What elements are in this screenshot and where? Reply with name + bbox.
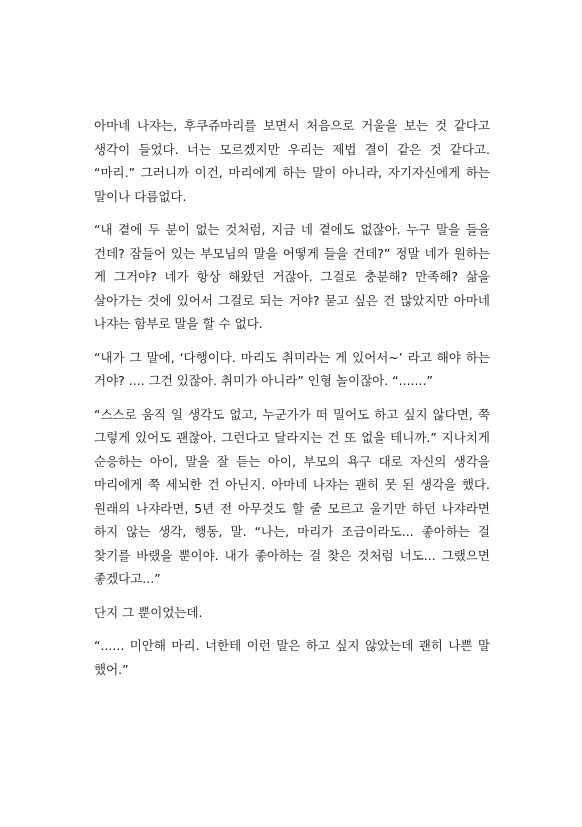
paragraph-5: 단지 그 뿐이었는데. [94, 604, 203, 620]
paragraph-6: “...... 미안해 마리. 너한테 이런 말은 하고 싶지 않았는데 괜히 나쁜 말 했어.” [94, 638, 490, 677]
paragraph-1: 아마네 나쟈는, 후쿠쥬마리를 보면서 처음으로 거울을 보는 것 같다고 생각이 들었다. 너는 모르겠지만 우리는 제법 결이 같은 것 같다고. “마리.” 그러니까 이건, 마리에게 하는 말이 아니라, 자기자신에게 하는 말이나 다름없다. [94, 118, 490, 204]
paragraph-4: “스스로 움직 일 생각도 없고, 누군가가 떠 밀어도 하고 싶지 않다면, 쭉 그렇게 있어도 괜찮아. 그런다고 달라지는 건 또 없을 테니까.” 지나치게 순응하는 아이, 말을 잘 듣는 아이, 부모의 욕구 대로 자신의 생각을 마리에게 쭉 세뇌한 건 아닌지. 아마네 나쟈는 괜히 못 된 생각을 했다. 원래의 나쟈라면, 5년 전 아무것도 할 줄 모르고 울기만 하던 나쟈라면 하지 않는 생각, 행동, 말. “나는, 마리가 조금이라도... 좋아하는 걸 찾기를 바랬을 뿐이야. 내가 좋아하는 걸 찾은 것처럼 너도... 그랬으면 좋겠다고...” [94, 406, 490, 586]
paragraph-2: “내 곁에 두 분이 없는 것처럼, 지금 네 곁에도 없잖아. 누구 말을 들을 건데? 잠들어 있는 부모님의 말을 어떻게 들을 건데?” 정말 네가 원하는 게 그거야? 네가 항상 해왔던 거잖아. 그걸로 충분해? 만족해? 삶을 살아가는 것에 있어서 그걸로 되는 거야? 묻고 싶은 건 많았지만 아마네 나쟈는 함부로 말을 할 수 없다. [94, 222, 490, 331]
paragraph-3: “내가 그 말에, ‘다행이다. 마리도 취미라는 게 있어서~’ 라고 해야 하는 거야? .... 그건 있잖아. 취미가 아니라” 인형 놀이잖아. “.......” [94, 349, 490, 388]
document-body [94, 114, 490, 691]
